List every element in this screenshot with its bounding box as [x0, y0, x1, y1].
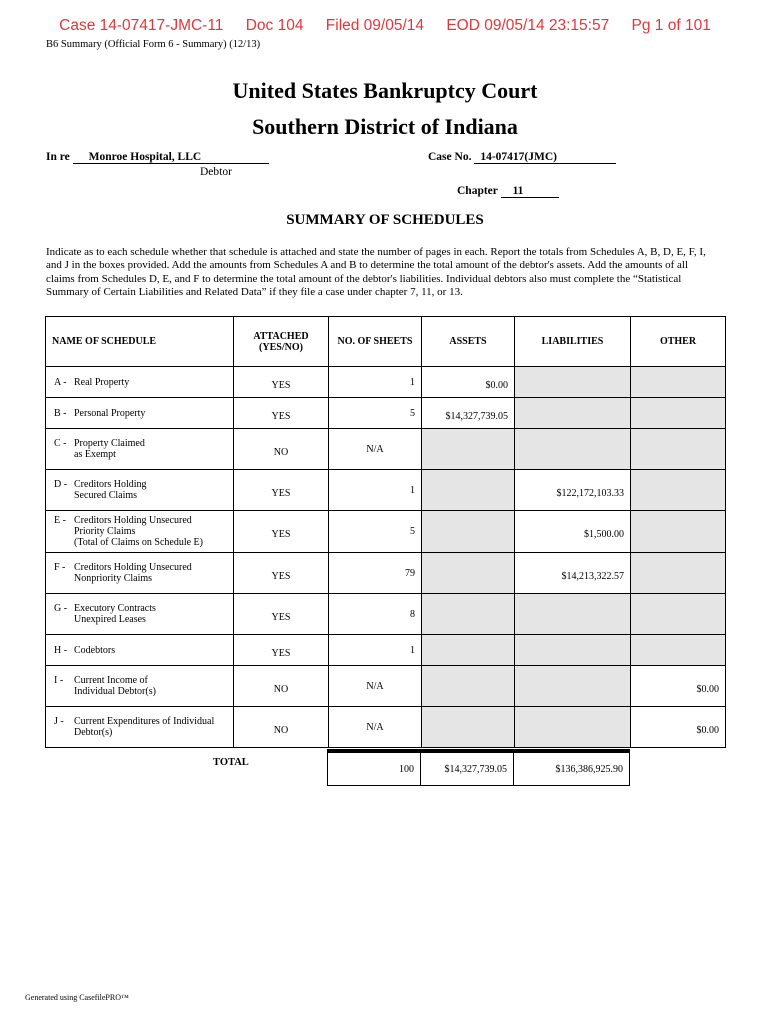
- attached-cell: YES: [234, 398, 329, 429]
- other-cell: [631, 594, 726, 635]
- schedule-name: Current Expenditures of Individual Debtor(s): [74, 716, 215, 738]
- other-cell: [631, 470, 726, 511]
- total-sheets: 100: [328, 751, 421, 786]
- totals-row: [328, 751, 630, 786]
- case-number-caption: [428, 151, 616, 164]
- doc-number-stamp: Doc 104: [245, 17, 304, 34]
- header-attached-line2: (YES/NO): [259, 341, 303, 353]
- attached-cell: YES: [234, 511, 329, 553]
- court-title: United States Bankruptcy Court: [232, 78, 538, 103]
- other-cell: $0.00: [631, 707, 726, 748]
- assets-cell: [422, 635, 515, 666]
- liabilities-cell: [515, 666, 631, 707]
- schedule-letter: D -: [54, 479, 68, 490]
- schedule-letter: G -: [54, 603, 68, 614]
- case-number-stamp: Case 14-07417-JMC-11: [59, 17, 224, 34]
- sheets-cell: N/A: [329, 707, 422, 748]
- other-cell: [631, 553, 726, 594]
- table-row: [46, 666, 726, 707]
- schedule-name-cell: [46, 470, 234, 511]
- other-cell: [631, 511, 726, 553]
- eod-stamp: EOD 09/05/14 23:15:57: [446, 17, 610, 34]
- schedule-name-cell: [46, 635, 234, 666]
- schedule-name: Real Property: [74, 376, 130, 388]
- assets-cell: [422, 707, 515, 748]
- schedule-letter: E -: [54, 515, 66, 526]
- schedule-name-cell: [46, 511, 234, 553]
- assets-cell: [422, 553, 515, 594]
- total-label: TOTAL: [213, 757, 249, 768]
- header-name-of-schedule: NAME OF SCHEDULE: [46, 317, 234, 367]
- generator-footer: Generated using CasefilePRO™: [25, 993, 129, 1002]
- chapter-label: Chapter: [457, 185, 498, 197]
- schedule-name: Creditors Holding Unsecured Priority Claims (Total of Claims on Schedule E): [74, 515, 203, 548]
- schedule-name-cell: [46, 707, 234, 748]
- assets-cell: $14,327,739.05: [422, 398, 515, 429]
- schedule-letter: I -: [54, 675, 64, 686]
- summary-title: SUMMARY OF SCHEDULES: [286, 212, 484, 228]
- other-cell: [631, 635, 726, 666]
- schedule-name-cell: [46, 594, 234, 635]
- sheets-cell: N/A: [329, 429, 422, 470]
- in-re-label: In re: [46, 151, 70, 163]
- schedule-name: Executory Contracts Unexpired Leases: [74, 603, 156, 625]
- court-district: Southern District of Indiana: [252, 114, 518, 139]
- header-no-of-sheets: NO. OF SHEETS: [329, 317, 422, 367]
- schedule-letter: A -: [54, 376, 67, 388]
- schedule-letter: F -: [54, 562, 66, 573]
- schedules-table-body: [46, 367, 726, 748]
- table-row: [46, 594, 726, 635]
- attached-cell: YES: [234, 635, 329, 666]
- schedule-letter: B -: [54, 407, 67, 419]
- schedule-name: Creditors Holding Secured Claims: [74, 479, 147, 501]
- table-row: [46, 707, 726, 748]
- other-cell: [631, 429, 726, 470]
- assets-cell: [422, 429, 515, 470]
- header-attached: [234, 317, 329, 367]
- header-assets: ASSETS: [422, 317, 515, 367]
- sheets-cell: 1: [329, 635, 422, 666]
- schedule-name: Creditors Holding Unsecured Nonpriority Claims: [74, 562, 192, 584]
- schedules-table: [45, 316, 726, 748]
- attached-cell: YES: [234, 594, 329, 635]
- ecf-header-stamp: [0, 17, 770, 35]
- assets-cell: $0.00: [422, 367, 515, 398]
- attached-cell: NO: [234, 666, 329, 707]
- filed-date-stamp: Filed 09/05/14: [325, 17, 425, 34]
- header-liabilities: LIABILITIES: [515, 317, 631, 367]
- debtor-name: Monroe Hospital, LLC: [73, 151, 269, 164]
- liabilities-cell: [515, 635, 631, 666]
- table-row: [46, 429, 726, 470]
- total-assets: $14,327,739.05: [421, 751, 514, 786]
- schedule-letter: J -: [54, 716, 64, 727]
- attached-cell: YES: [234, 367, 329, 398]
- schedule-name: Codebtors: [74, 644, 116, 656]
- liabilities-cell: [515, 429, 631, 470]
- sheets-cell: 1: [329, 367, 422, 398]
- liabilities-cell: [515, 594, 631, 635]
- schedule-name: Property Claimed as Exempt: [74, 438, 145, 460]
- other-cell: [631, 367, 726, 398]
- table-row: [46, 398, 726, 429]
- table-row: [46, 553, 726, 594]
- totals-table: [327, 749, 630, 786]
- header-other: OTHER: [631, 317, 726, 367]
- table-row: [46, 367, 726, 398]
- assets-cell: [422, 511, 515, 553]
- assets-cell: [422, 470, 515, 511]
- sheets-cell: 79: [329, 553, 422, 594]
- liabilities-cell: $14,213,322.57: [515, 553, 631, 594]
- other-cell: $0.00: [631, 666, 726, 707]
- sheets-cell: 5: [329, 511, 422, 553]
- form-identifier: B6 Summary (Official Form 6 - Summary) (12/13): [46, 39, 261, 50]
- sheets-cell: 1: [329, 470, 422, 511]
- schedule-name: Current Income of Individual Debtor(s): [74, 675, 156, 697]
- chapter-value: 11: [501, 185, 559, 198]
- table-header-row: [46, 317, 726, 367]
- attached-cell: YES: [234, 553, 329, 594]
- case-no-value: 14-07417(JMC): [474, 151, 616, 164]
- schedule-name-cell: [46, 367, 234, 398]
- case-no-label: Case No.: [428, 151, 472, 163]
- attached-cell: YES: [234, 470, 329, 511]
- schedule-name-cell: [46, 553, 234, 594]
- sheets-cell: N/A: [329, 666, 422, 707]
- schedule-name-cell: [46, 398, 234, 429]
- table-row: [46, 635, 726, 666]
- liabilities-cell: [515, 707, 631, 748]
- liabilities-cell: $1,500.00: [515, 511, 631, 553]
- chapter-caption: [457, 185, 559, 198]
- sheets-cell: 8: [329, 594, 422, 635]
- total-liabilities: $136,386,925.90: [514, 751, 630, 786]
- attached-cell: NO: [234, 707, 329, 748]
- attached-cell: NO: [234, 429, 329, 470]
- table-row: [46, 511, 726, 553]
- schedule-letter: C -: [54, 438, 67, 449]
- liabilities-cell: [515, 367, 631, 398]
- in-re-caption: [46, 151, 269, 164]
- schedule-name: Personal Property: [74, 407, 146, 419]
- page-count-stamp: Pg 1 of 101: [631, 17, 711, 34]
- liabilities-cell: $122,172,103.33: [515, 470, 631, 511]
- debtor-label: Debtor: [200, 166, 232, 178]
- schedule-name-cell: [46, 666, 234, 707]
- assets-cell: [422, 666, 515, 707]
- schedule-letter: H -: [54, 644, 68, 656]
- assets-cell: [422, 594, 515, 635]
- header-attached-line1: ATTACHED: [253, 330, 309, 342]
- liabilities-cell: [515, 398, 631, 429]
- schedule-name-cell: [46, 429, 234, 470]
- instructions-paragraph: Indicate as to each schedule whether that schedule is attached and state the number of pages in each. Report the totals from Schedules A, B, D, E, F, I, and J in the boxes provided. Add the amounts from Schedules A and B to determine the total amount of the debtor's assets. Add the amounts of all claims from Schedules D, E, and F to determine the total amount of the debtor's liabilities. Individual debtors also must complete the “Statistical Summary of Certain Liabilities and Related Data” if they file a case under chapter 7, 11, or 13.: [46, 246, 706, 298]
- other-cell: [631, 398, 726, 429]
- table-row: [46, 470, 726, 511]
- sheets-cell: 5: [329, 398, 422, 429]
